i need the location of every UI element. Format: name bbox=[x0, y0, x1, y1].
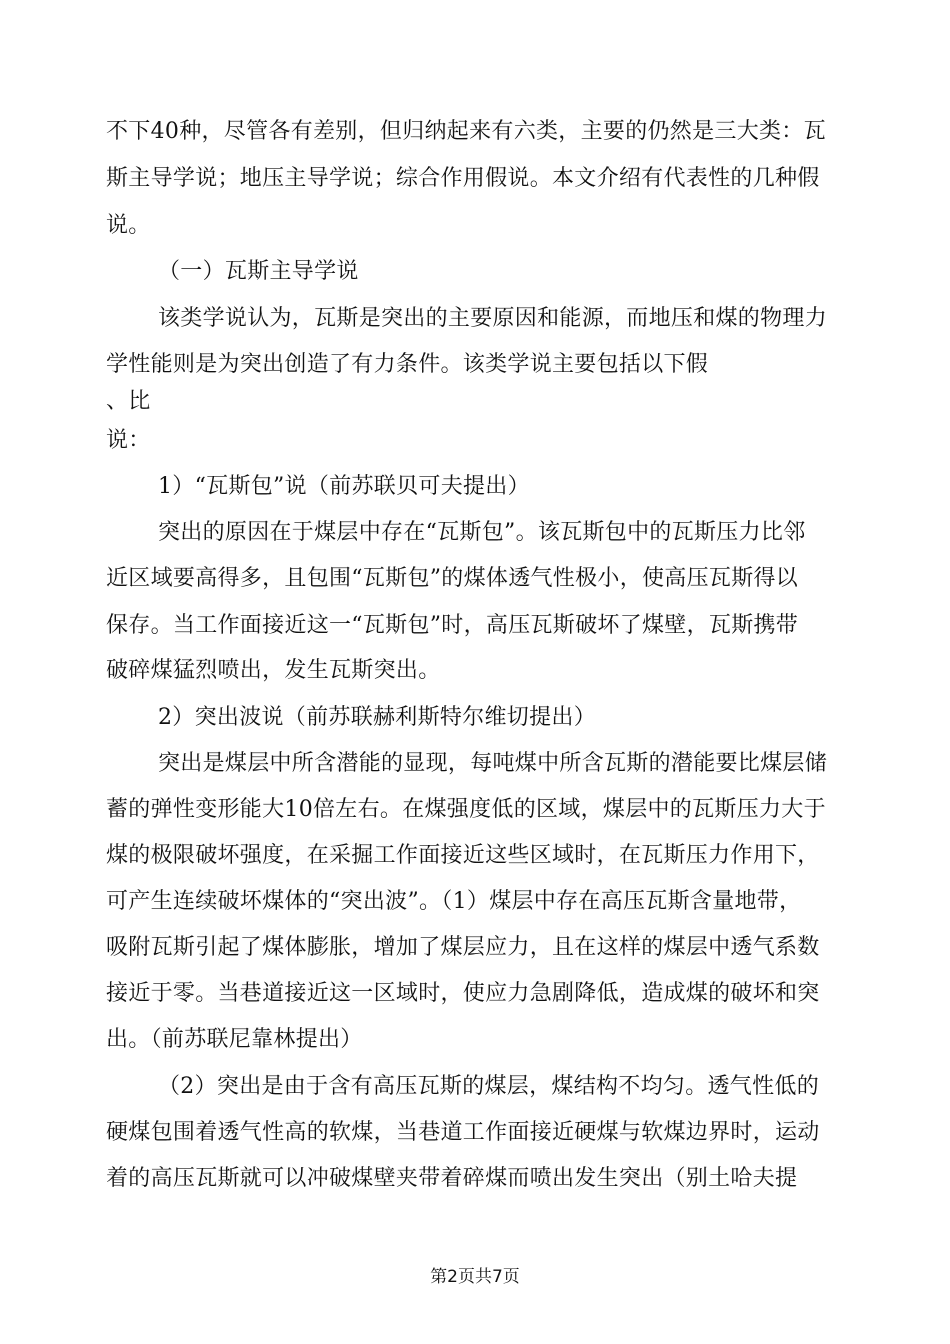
body-line: 着的高压瓦斯就可以冲破煤壁夹带着碎煤而喷出发生突出（别土哈夫提 bbox=[106, 1166, 798, 1191]
body-line: 该类学说认为，瓦斯是突出的主要原因和能源，而地压和煤的物理力 bbox=[158, 306, 828, 331]
subsection-heading: 1）“瓦斯包”说（前苏联贝可夫提出） bbox=[158, 474, 530, 499]
body-line: 煤的极限破坏强度，在采掘工作面接近这些区域时，在瓦斯压力作用下， bbox=[106, 843, 820, 868]
body-line: 吸附瓦斯引起了煤体膨胀，增加了煤层应力，且在这样的煤层中透气系数 bbox=[106, 935, 820, 960]
body-line: 近区域要高得多，且包围“瓦斯包”的煤体透气性极小，使高压瓦斯得以 bbox=[106, 566, 799, 591]
body-line: 可产生连续破坏煤体的“突出波”。（1）煤层中存在高压瓦斯含量地带， bbox=[106, 889, 802, 914]
body-line: 出。（前苏联尼靠林提出） bbox=[106, 1027, 363, 1052]
body-line: 突出的原因在于煤层中存在“瓦斯包”。该瓦斯包中的瓦斯压力比邻 bbox=[158, 520, 806, 545]
body-line: 破碎煤猛烈喷出，发生瓦斯突出。 bbox=[106, 658, 441, 683]
body-line: 说。 bbox=[106, 213, 151, 238]
body-line: 硬煤包围着透气性高的软煤，当巷道工作面接近硬煤与软煤边界时，运动 bbox=[106, 1120, 820, 1145]
body-line: 接近于零。当巷道接近这一区域时，使应力急剧降低，造成煤的破坏和突 bbox=[106, 981, 820, 1006]
body-line: 蓄的弹性变形能大10倍左右。在煤强度低的区域，煤层中的瓦斯压力大于 bbox=[106, 797, 826, 822]
body-line: 不下40种，尽管各有差别，但归纳起来有六类，主要的仍然是三大类：瓦 bbox=[106, 119, 826, 144]
body-line: 说： bbox=[106, 428, 151, 453]
body-line: （2）突出是由于含有高压瓦斯的煤层，煤结构不均匀。透气性低的 bbox=[158, 1074, 819, 1099]
body-line: 学性能则是为突出创造了有力条件。该类学说主要包括以下假 bbox=[106, 352, 709, 377]
body-line: 突出是煤层中所含潜能的显现，每吨煤中所含瓦斯的潜能要比煤层储 bbox=[158, 751, 828, 776]
body-line: 、比 bbox=[106, 389, 151, 414]
body-line: 保存。当工作面接近这一“瓦斯包”时，高压瓦斯破坏了煤壁，瓦斯携带 bbox=[106, 613, 799, 638]
body-line: 斯主导学说；地压主导学说；综合作用假说。本文介绍有代表性的几种假 bbox=[106, 166, 820, 191]
section-heading: （一）瓦斯主导学说 bbox=[158, 259, 359, 284]
subsection-heading: 2）突出波说（前苏联赫利斯特尔维切提出） bbox=[158, 705, 596, 730]
page-number-footer: 第2页共7页 bbox=[430, 1267, 520, 1287]
